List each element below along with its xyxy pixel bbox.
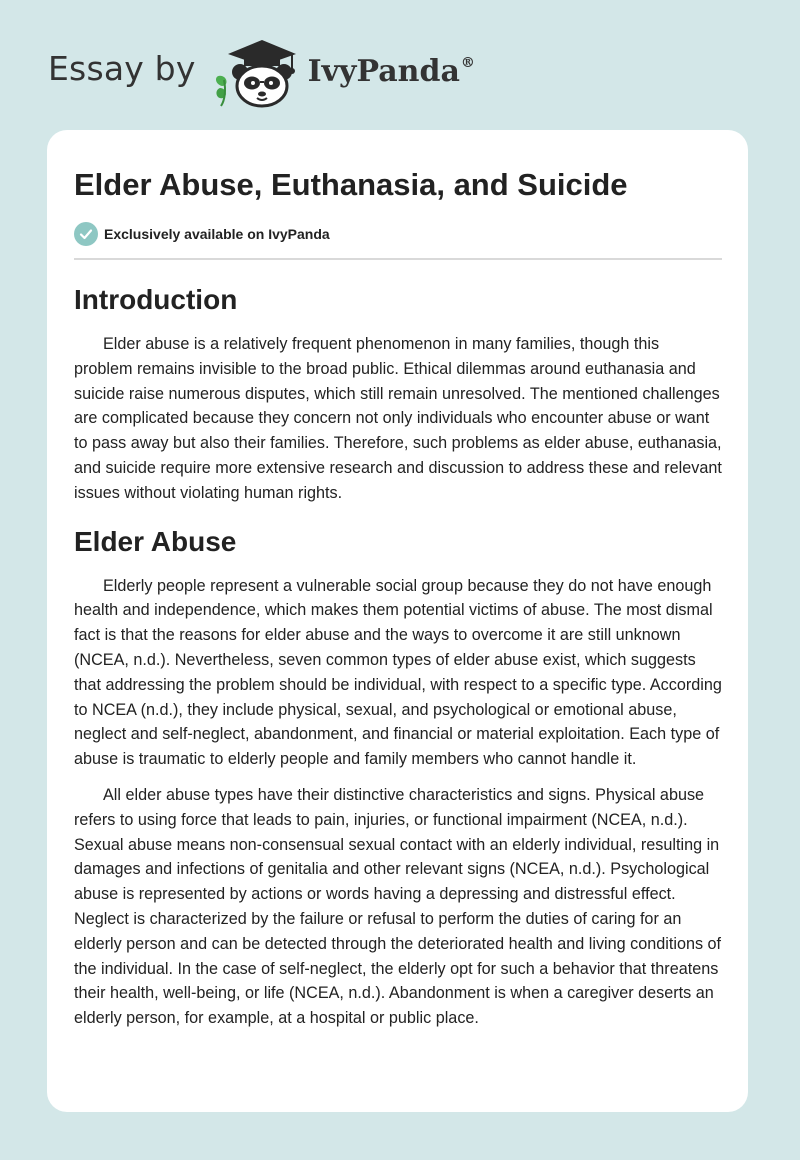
brand-text: IvyPanda bbox=[307, 53, 460, 89]
section-heading-introduction: Introduction bbox=[74, 284, 238, 315]
title-divider bbox=[74, 258, 722, 260]
page-title: Elder Abuse, Euthanasia, and Suicide bbox=[74, 167, 628, 202]
exclusive-label: Exclusively available on IvyPanda bbox=[104, 226, 330, 242]
intro-paragraph: Elder abuse is a relatively frequent phenomenon in many families, though this problem remains invisible to the broad public. Ethical dilemmas around euthanasia and suicide raise numerous disputes, which still remain unresolved. The mentioned challenges are complicated because they concern not only individuals who encounter abuse or want to pass away but also their families. Therefore, such problems as elder abuse, euthanasia, and suicide require more extensive research and discussion to address these and relevant issues without violating human rights. bbox=[74, 335, 722, 502]
check-circle-icon bbox=[74, 222, 98, 246]
registered-mark: ® bbox=[460, 54, 475, 71]
essay-card bbox=[47, 130, 748, 1112]
essay-by-label: Essay by bbox=[48, 48, 196, 88]
site-header bbox=[48, 36, 475, 108]
section-heading-elder-abuse: Elder Abuse bbox=[74, 525, 237, 557]
elder-abuse-paragraph-1: Elderly people represent a vulnerable social group because they do not have enough health and independence, which makes them potential victims of abuse. The most dismal fact is that the reasons for elder abuse and the ways to overcome it are still unknown (NCEA, n.d.). Nevertheless, seven common types of elder abuse exist, which suggests that addressing the problem should be individual, with respect to a specific type. According to NCEA (n.d.), they include physical, sexual, and psychological or emotional abuse, neglect and self-neglect, abandonment, and financial or material exploitation. Each type of abuse is traumatic to elderly people and family members who cannot handle it. bbox=[74, 576, 722, 769]
elder-abuse-paragraph-2: All elder abuse types have their distinctive characteristics and signs. Physical abuse refers to using force that leads to pain, injuries, or functional impairment (NCEA, n.d.). Sexual abuse means non-consensual sexual contact with an elderly individual, resulting in damages and infections of genitalia and other relevant signs (NCEA, n.d.). Psychological abuse is represented by actions or words having a depressing and distressful effect. Neglect is characterized by the failure or refusal to perform the duties of caring for an elderly person and can be detected through the deteriorated health and living conditions of the individual. In the case of self-neglect, the elderly opt for such a behavior that threatens their health, well-being, or life (NCEA, n.d.). Abandonment is when a caregiver deserts an elderly person, for example, at a hospital or public place. bbox=[74, 785, 722, 1028]
panda-graduate-logo-icon[interactable] bbox=[212, 36, 304, 108]
exclusive-badge bbox=[74, 222, 722, 246]
brand-name[interactable] bbox=[308, 54, 475, 89]
